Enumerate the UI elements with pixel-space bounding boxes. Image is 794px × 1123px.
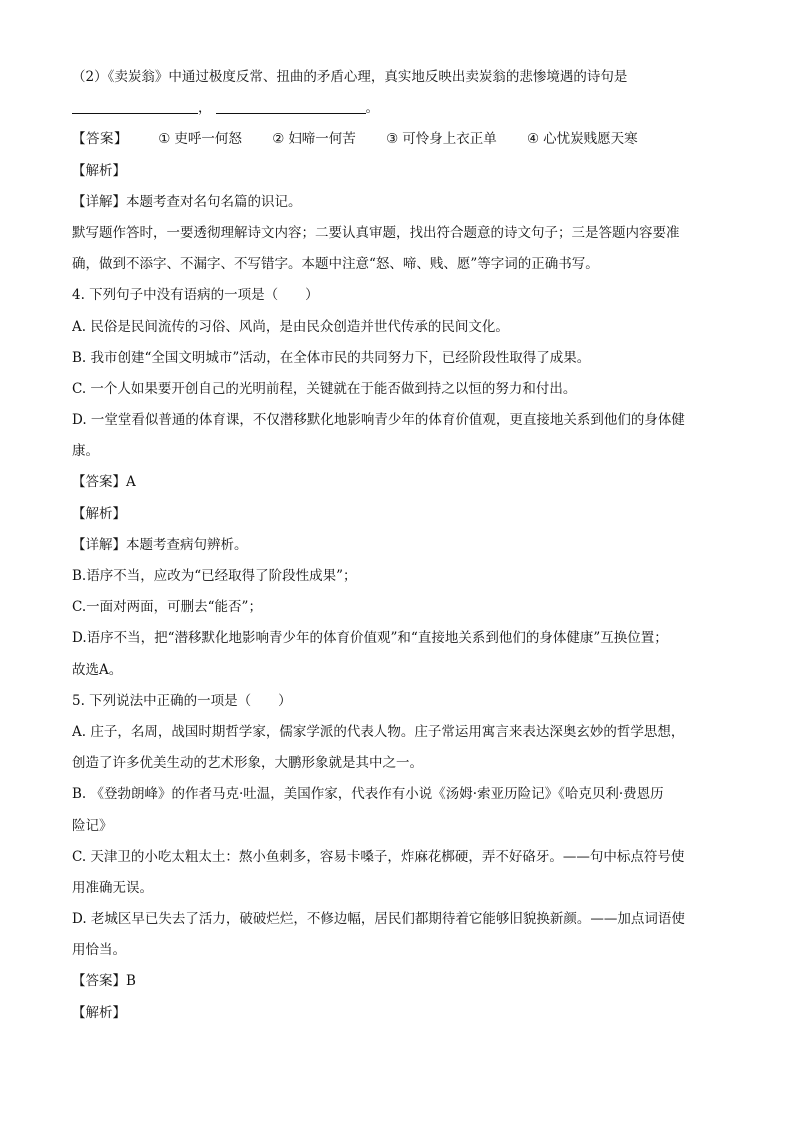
q5-option-a-line1: A. 庄子，名周，战国时期哲学家，儒家学派的代表人物。庄子常运用寓言来表达深奥玄妙的哲学思想，: [72, 723, 685, 740]
answer-item-2-text: 妇啼一何苦: [288, 131, 356, 148]
q3-answer-row: [72, 124, 722, 155]
blank-separator: ，: [198, 100, 212, 117]
q4-option-a: A. 民俗是民间流传的习俗、风尚，是由民众创造并世代传承的民间文化。: [72, 318, 509, 335]
q5-analysis-label: 【解析】: [72, 1004, 126, 1021]
answer-item-3-text: 可怜身上衣正单: [402, 131, 497, 148]
explain-line-2: 确，做到不添字、不漏字、不写错字。本题中注意“怒、啼、贱、愿”等字词的正确书写。: [72, 256, 599, 273]
q4-analysis-label: 【解析】: [72, 505, 126, 522]
answer-item-1: [158, 124, 242, 155]
q5-option-d-line1: D. 老城区早已失去了活力，破破烂烂，不修边幅，居民们都期待着它能够旧貌换新颜。——加点词语使: [72, 911, 685, 928]
answer-label: 【答案】: [72, 131, 128, 148]
q5-option-c-line1: C. 天津卫的小吃太粗太土：熬小鱼刺多，容易卡嗓子，炸麻花梆硬，弄不好硌牙。——句中标点符号使: [72, 848, 685, 865]
detail-line: [72, 187, 722, 218]
answer-item-2-number: ②: [272, 131, 285, 148]
q4-explain-b: B.语序不当，应改为“已经取得了阶段性成果”；: [72, 568, 357, 584]
answer-item-3-number: ③: [386, 131, 399, 148]
q5-option-b-line1: B. 《登勃朗峰》的作者马克·吐温，美国作家，代表作有小说《汤姆·索亚历险记》《哈克贝利·费恩历: [72, 786, 664, 803]
q5-option-a-line2: 创造了许多优美生动的艺术形象，大鹏形象就是其中之一。: [72, 755, 423, 772]
q5-option-b-line2: 险记》: [72, 817, 113, 834]
q4-conclusion: 故选A。: [72, 661, 123, 678]
q5-option-d-line2: 用恰当。: [72, 942, 126, 959]
q4-option-c: C. 一个人如果要开创自己的光明前程，关键就在于能否做到持之以恒的努力和付出。: [72, 380, 577, 397]
q2-blanks: [72, 93, 722, 124]
q5-answer-value: B: [126, 973, 136, 990]
answer-item-2: [272, 124, 356, 155]
q2-prompt: （2）《卖炭翁》中通过极度反常、扭曲的矛盾心理，真实地反映出卖炭翁的悲惨境遇的诗句是: [72, 69, 628, 85]
answer-item-1-number: ①: [158, 131, 171, 148]
analysis-label: 【解析】: [72, 162, 126, 179]
q4-explain-c: C.一面对两面，可删去“能否”；: [72, 599, 262, 616]
q4-answer: [72, 467, 722, 498]
detail-label: 【详解】: [72, 193, 126, 210]
q4-explain-d: D.语序不当，把“潜移默化地影响青少年的体育价值观”和“直接地关系到他们的身体健康”互换位置；: [72, 630, 668, 647]
q4-answer-label: 【答案】: [72, 474, 126, 491]
answer-item-4-number: ④: [527, 131, 540, 148]
answer-item-3: [386, 124, 497, 155]
q4-stem: 4. 下列句子中没有语病的一项是（ ）: [72, 287, 319, 304]
q5-stem: 5. 下列说法中正确的一项是（ ）: [72, 692, 292, 709]
answer-item-4-text: 心忧炭贱愿天寒: [543, 131, 638, 148]
q5-option-c-line2: 用准确无误。: [72, 879, 153, 896]
q4-option-b: B. 我市创建“全国文明城市”活动，在全体市民的共同努力下，已经阶段性取得了成果。: [72, 349, 591, 366]
answer-blank-1[interactable]: [72, 99, 198, 114]
q4-detail-text: 本题考查病句辨析。: [126, 536, 248, 553]
q4-answer-value: A: [126, 474, 136, 491]
q4-option-d-line2: 康。: [72, 443, 99, 460]
q4-option-d-line1: D. 一堂堂看似普通的体育课，不仅潜移默化地影响青少年的体育价值观，更直接地关系到他们的身体健: [72, 412, 685, 429]
answer-item-1-text: 吏呼一何怒: [174, 131, 242, 148]
q4-detail: [72, 530, 722, 561]
blank-end: 。: [365, 100, 379, 117]
q5-answer: [72, 966, 722, 997]
answer-item-4: [527, 124, 638, 155]
answer-blank-2[interactable]: [216, 99, 366, 114]
document-page: [72, 62, 722, 1029]
detail-text: 本题考查对名句名篇的识记。: [126, 193, 302, 210]
explain-line-1: 默写题作答时，一要透彻理解诗文内容；二要认真审题，找出符合题意的诗文句子；三是答题内容要准: [72, 224, 680, 241]
q5-answer-label: 【答案】: [72, 973, 126, 990]
q4-detail-label: 【详解】: [72, 536, 126, 553]
